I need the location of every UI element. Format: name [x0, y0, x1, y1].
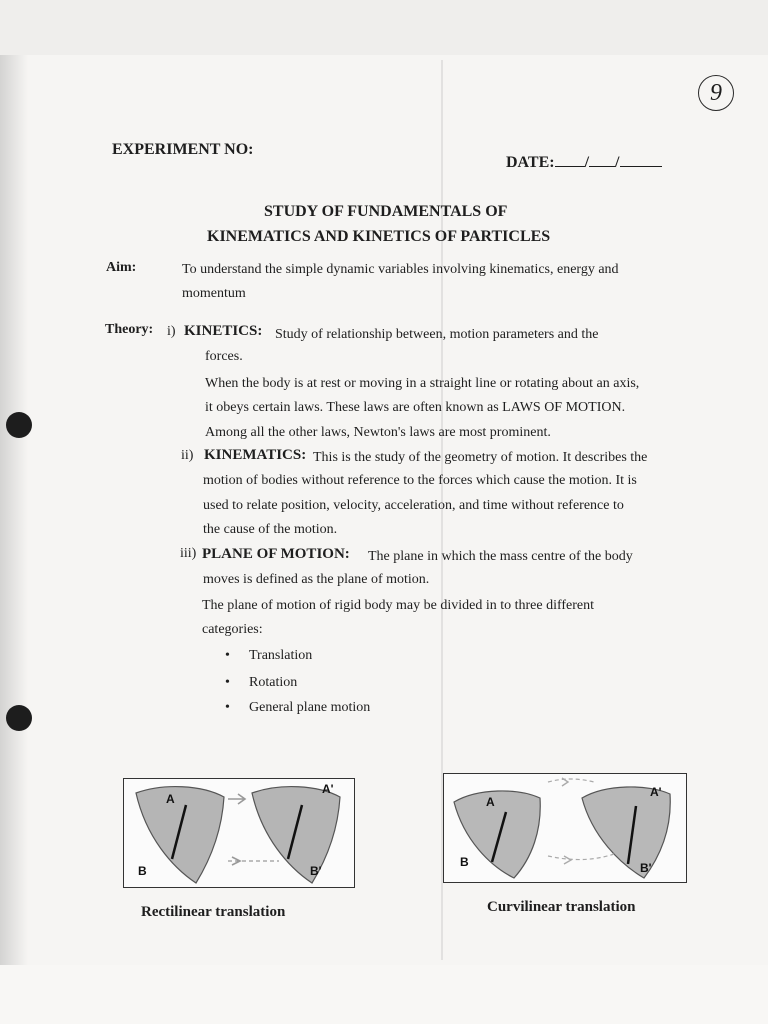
- bullet-item: Translation: [249, 648, 313, 663]
- kinematics-text-2: motion of bodies without reference to the forces which cause the motion. It is: [203, 473, 637, 488]
- kinematics-text-4: the cause of the motion.: [203, 522, 338, 537]
- kinetics-text-4: it obeys certain laws. These laws are often known as LAWS OF MOTION.: [205, 400, 626, 415]
- title-line-2: KINEMATICS AND KINETICS OF PARTICLES: [207, 228, 551, 245]
- left-edge-shadow: [0, 55, 28, 965]
- label-a: A: [486, 795, 495, 809]
- rectilinear-diagram: [124, 779, 354, 887]
- label-b: B: [460, 855, 469, 869]
- item-number: iii): [180, 546, 197, 561]
- date-blank: [620, 152, 662, 167]
- label-a: A: [166, 792, 175, 806]
- rigid-body-shape-moved: [252, 787, 340, 883]
- aim-label: Aim:: [106, 260, 137, 275]
- label-a-prime: A': [322, 782, 334, 796]
- rigid-body-shape: [136, 787, 224, 883]
- experiment-label: EXPERIMENT NO:: [112, 141, 254, 158]
- item-number: ii): [181, 448, 194, 463]
- curvilinear-translation-figure: [443, 773, 687, 883]
- bullet-item: General plane motion: [249, 700, 371, 715]
- kinematics-text-1: This is the study of the geometry of motion. It describes the: [313, 450, 648, 465]
- bullet-icon: •: [225, 648, 230, 663]
- plane-term: PLANE OF MOTION:: [202, 546, 350, 562]
- item-number: i): [167, 324, 176, 339]
- arrow-icon: [228, 794, 245, 804]
- bullet-item: Rotation: [249, 675, 298, 690]
- path-curve: [548, 779, 594, 782]
- punch-hole: [6, 412, 32, 438]
- rigid-body-shape-moved: [582, 787, 670, 878]
- kinematics-term: KINEMATICS:: [204, 447, 307, 463]
- label-b: B: [138, 864, 147, 878]
- path-curve: [548, 854, 614, 860]
- curvilinear-caption: Curvilinear translation: [487, 899, 636, 915]
- date-blank: [589, 152, 615, 167]
- plane-text-1: The plane in which the mass centre of the body: [368, 549, 633, 564]
- bullet-icon: •: [225, 700, 230, 715]
- date-separator: /: [584, 154, 590, 171]
- punch-hole: [6, 705, 32, 731]
- label-a-prime: A': [650, 785, 662, 799]
- date-blank: [555, 152, 585, 167]
- date-label: DATE:: [506, 154, 555, 171]
- label-b-prime: B': [310, 864, 322, 878]
- rectilinear-caption: Rectilinear translation: [141, 904, 286, 920]
- date-field: [506, 152, 662, 172]
- plane-text-2: moves is defined as the plane of motion.: [203, 572, 430, 587]
- kinetics-text-3: When the body is at rest or moving in a straight line or rotating about an axis,: [205, 376, 640, 391]
- curvilinear-diagram: [444, 774, 686, 882]
- kinetics-text-2: forces.: [205, 349, 243, 364]
- label-b-prime: B': [640, 861, 652, 875]
- plane-text-4: categories:: [202, 622, 263, 637]
- title-line-1: STUDY OF FUNDAMENTALS OF: [264, 203, 508, 220]
- theory-label: Theory:: [105, 322, 154, 337]
- arrow-icon: [564, 856, 571, 864]
- kinetics-text-1: Study of relationship between, motion parameters and the: [275, 327, 599, 342]
- rectilinear-translation-figure: [123, 778, 355, 888]
- kinetics-term: KINETICS:: [184, 323, 263, 339]
- paper-bottom: [0, 965, 768, 1024]
- kinematics-text-3: used to relate position, velocity, acceleration, and time without reference to: [203, 498, 624, 513]
- bullet-icon: •: [225, 675, 230, 690]
- aim-text-1: To understand the simple dynamic variables involving kinematics, energy and: [182, 262, 619, 277]
- aim-text-2: momentum: [182, 286, 246, 301]
- page-number: 9: [698, 75, 734, 111]
- date-separator: /: [615, 154, 620, 171]
- kinetics-text-5: Among all the other laws, Newton's laws are most prominent.: [205, 425, 551, 440]
- plane-text-3: The plane of motion of rigid body may be divided in to three different: [202, 598, 595, 613]
- arrow-icon: [562, 778, 568, 786]
